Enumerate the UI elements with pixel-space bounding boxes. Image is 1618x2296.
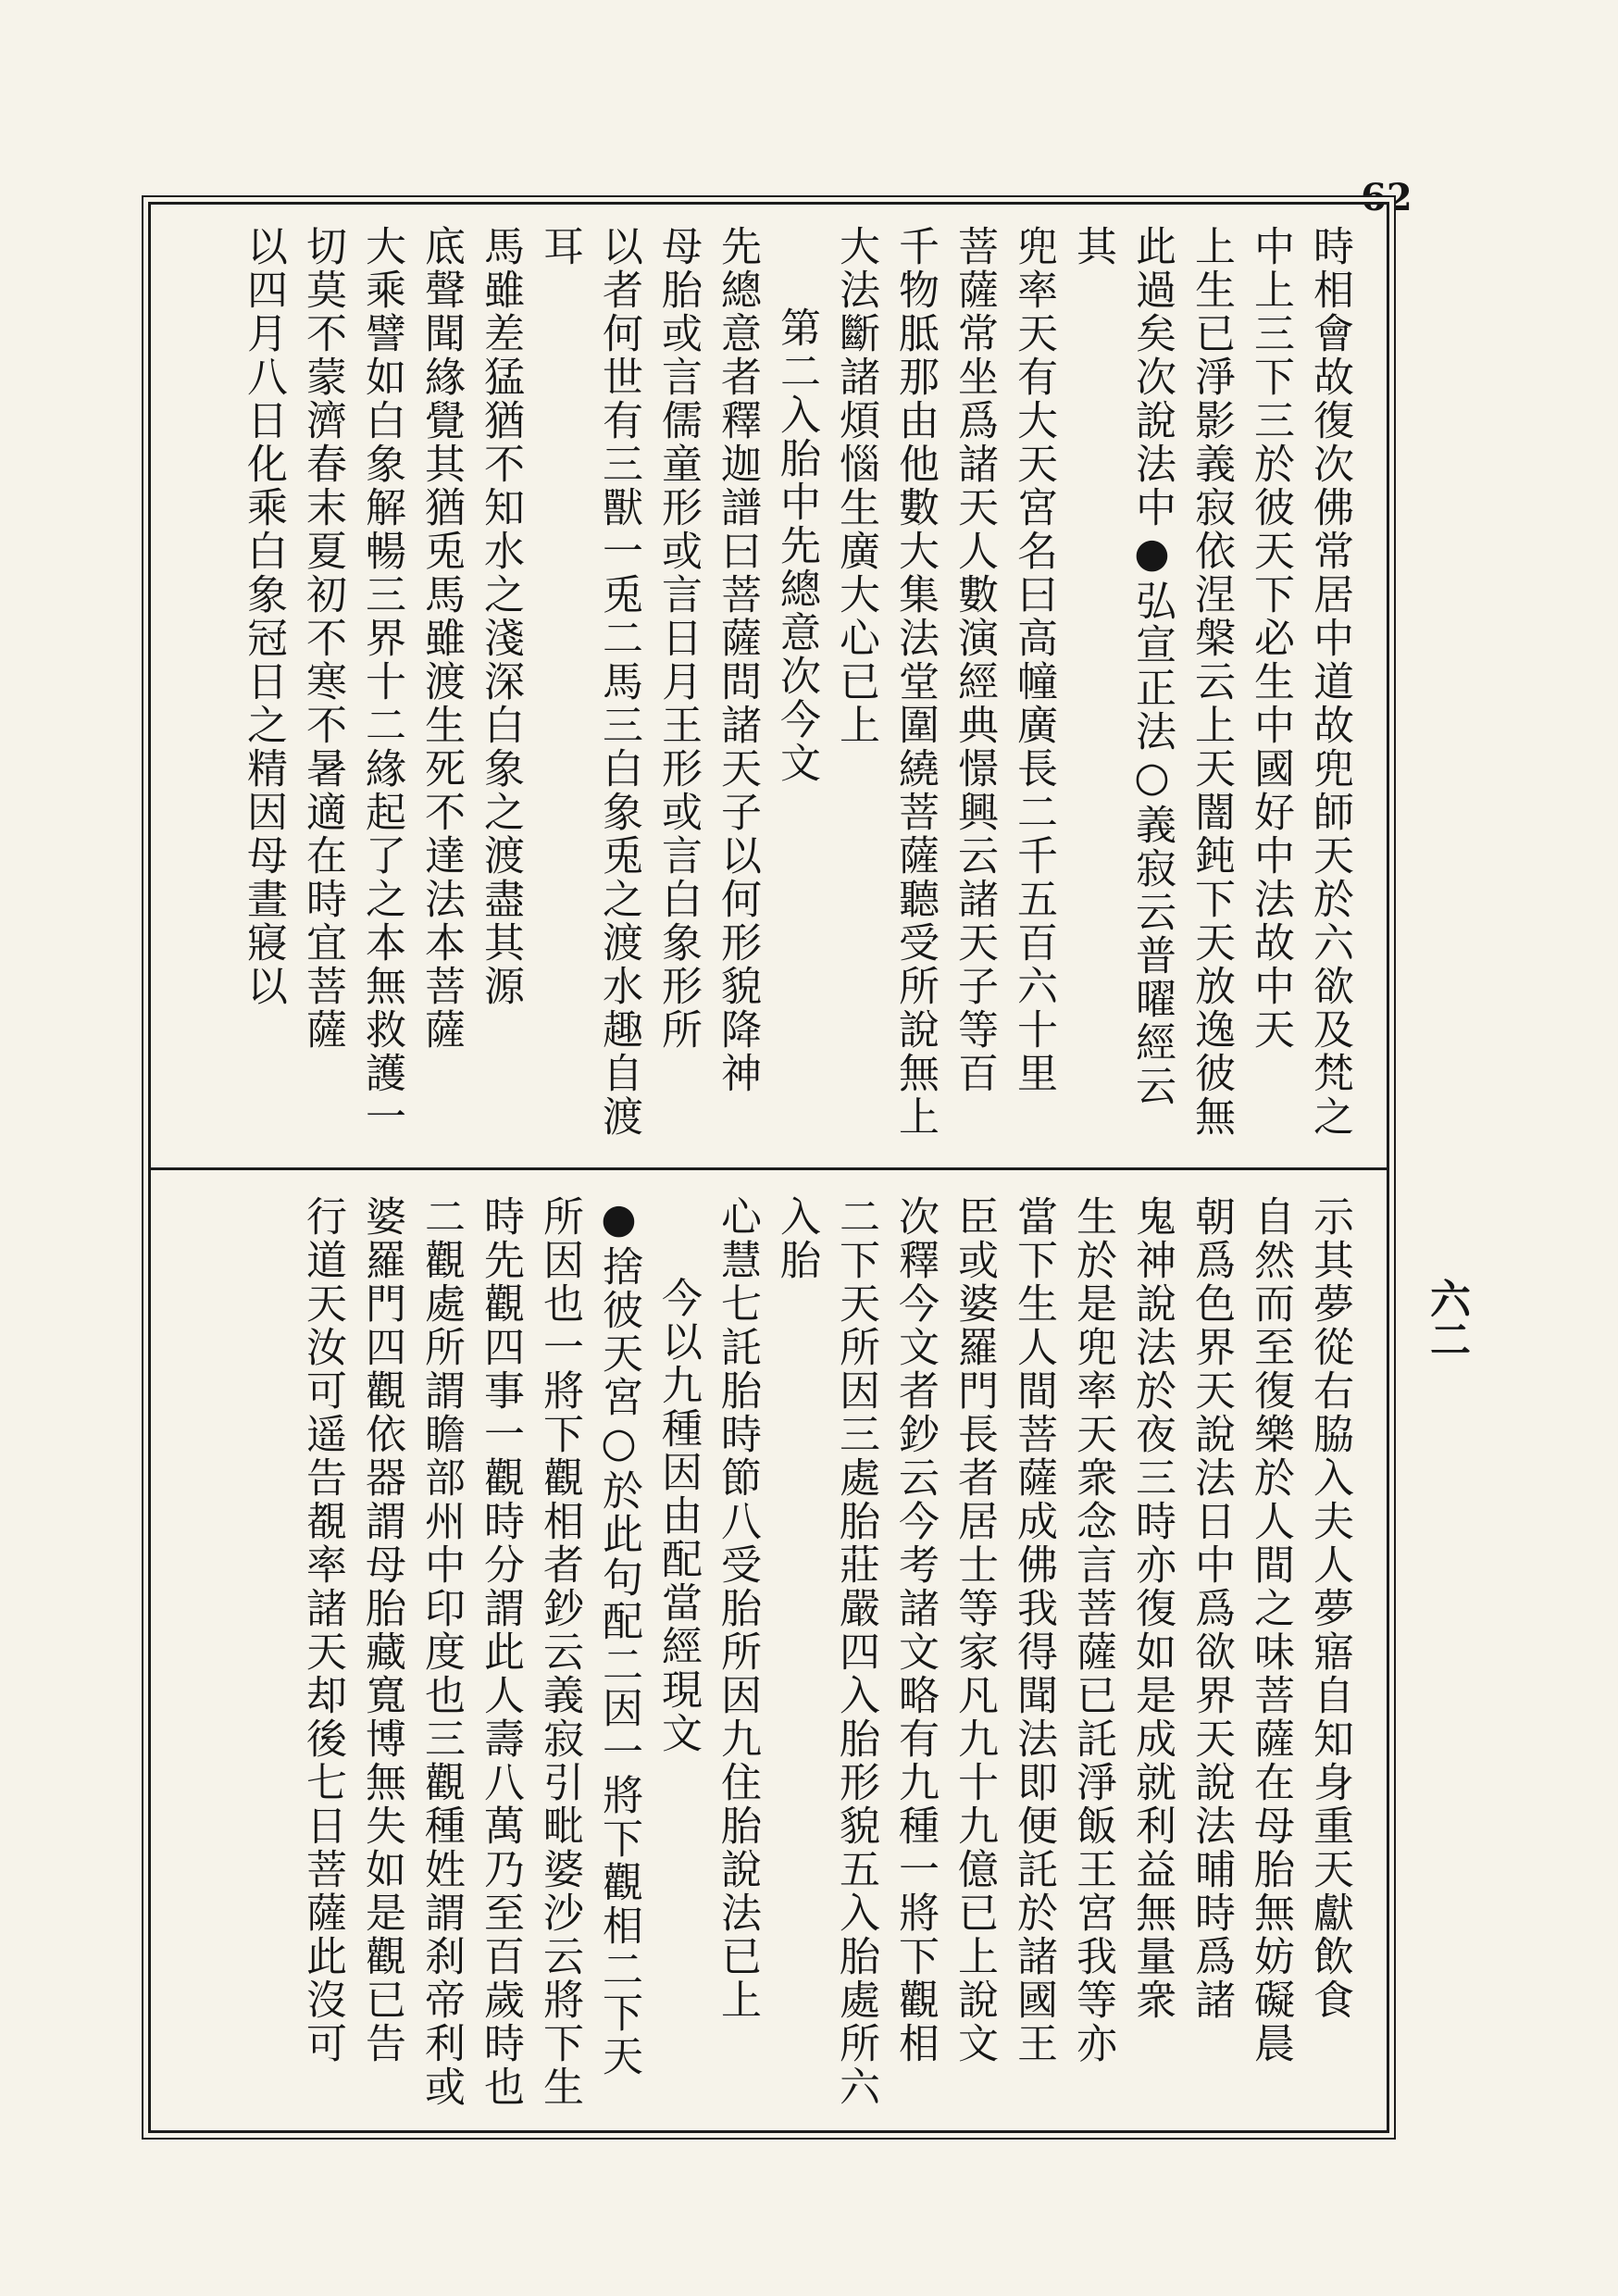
text-line: 當下生人間菩薩成佛我得聞法即便託於諸國王 (1010, 1195, 1057, 2065)
text-line: 大法斷諸煩惱生廣大心已上 (832, 225, 879, 747)
lower-text-block (179, 1195, 1359, 2112)
upper-text-block (179, 225, 1359, 1146)
text-line: 中上三下三於彼天下必生中國好中法故中天 (1247, 225, 1294, 1052)
text-line: 馬雖差猛猶不知水之淺深白象之渡盡其源 (477, 225, 524, 1008)
text-line: 所因也一將下觀相者鈔云義寂引毗婆沙云將下生 (536, 1195, 583, 2109)
text-line: 先總意者釋迦譜曰菩薩問諸天子以何形貌降神 (714, 225, 761, 1095)
text-line: 以者何世有三獸一兎二馬三白象兎之渡水趣自渡耳 (536, 225, 642, 1139)
text-line: 此過矣次說法中●弘宣正法○義寂云普曜經云其 (1069, 225, 1176, 1108)
text-line: 大乘譬如白象解暢三界十二緣起了之本無救護一 (358, 225, 405, 1139)
text-line: 示其夢從右脇入夫人夢寤自知身重天獻飲食 (1306, 1195, 1353, 2022)
text-line: 朝爲色界天說法日中爲欲界天說法晡時爲諸 (1188, 1195, 1235, 2022)
text-line: 鬼神說法於夜三時亦復如是成就利益無量衆 (1128, 1195, 1176, 2022)
text-line: 心慧七託胎時節八受胎所因九住胎說法已上 (714, 1195, 761, 2022)
text-line: 次釋今文者鈔云今考諸文略有九種一將下觀相 (891, 1195, 939, 2065)
text-line: 上生已淨影義寂依涅槃云上天闇鈍下天放逸彼無 (1188, 225, 1235, 1139)
text-line: 自然而至復樂於人間之味菩薩在母胎無妨礙晨 (1247, 1195, 1294, 2065)
text-line: 時先觀四事一觀時分謂此人壽八萬乃至百歲時也 (477, 1195, 524, 2109)
section-heading: 第二入胎中先總意次今文 (773, 306, 820, 785)
section-divider (151, 1167, 1387, 1170)
text-line: 行道天汝可遥告覩率諸天却後七日菩薩此沒可 (299, 1195, 346, 2065)
page-frame (148, 202, 1389, 2133)
text-line: 以四月八日化乘白象冠日之精因母晝寢以 (240, 225, 287, 1008)
page-number: 62 (1361, 176, 1413, 219)
text-line: 生於是兜率天衆念言菩薩已託淨飯王宮我等亦 (1069, 1195, 1116, 2065)
text-line: 時相會故復次佛常居中道故兜師天於六欲及梵之 (1306, 225, 1353, 1139)
text-line: 婆羅門四觀依器謂母胎藏寬博無失如是觀已告 (358, 1195, 405, 2065)
section-heading: 今以九種因由配當經現文 (654, 1277, 702, 1755)
text-line: 母胎或言儒童形或言日月王形或言白象形所 (654, 225, 702, 1052)
text-line: 切莫不蒙濟春末夏初不寒不暑適在時宜菩薩 (299, 225, 346, 1052)
page-number-kanji: 六二 (1423, 1278, 1470, 1359)
text-line: 千物胝那由他數大集法堂圍繞菩薩聽受所說無上 (891, 225, 939, 1139)
text-line: 菩薩常坐爲諸天人數演經典憬興云諸天子等百 (951, 225, 998, 1095)
text-line: 臣或婆羅門長者居士等家凡九十九億已上說文 (951, 1195, 998, 2065)
text-line: 兜率天有大天宮名曰高幢廣長二千五百六十里 (1010, 225, 1057, 1095)
text-line: ●捨彼天宮○於此句配二因一將下觀相二下天 (595, 1195, 642, 2078)
text-line: 底聲聞緣覺其猶兎馬雖渡生死不達法本菩薩 (417, 225, 465, 1052)
text-line: 二下天所因三處胎莊嚴四入胎形貌五入胎處所六入胎 (773, 1195, 879, 2109)
text-line: 二觀處所謂瞻部州中印度也三觀種姓謂刹帝利或 (417, 1195, 465, 2109)
